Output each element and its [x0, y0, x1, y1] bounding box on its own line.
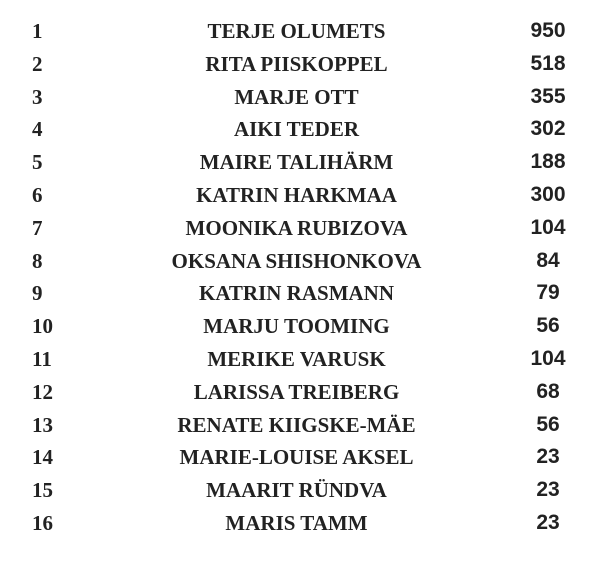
name-cell: MARJE OTT [234, 84, 359, 109]
score-cell: 23 [536, 478, 560, 502]
name-cell: MARIS TAMM [225, 510, 368, 535]
name-cell: MAIRE TALIHÄRM [199, 150, 394, 175]
score-cell: 300 [530, 182, 566, 206]
rank-cell: 6 [32, 182, 43, 207]
name-cell: TERJE OLUMETS [207, 19, 386, 43]
name-cell: MOONIKA RUBIZOVA [185, 215, 408, 240]
rank-cell: 4 [32, 117, 43, 142]
rank-cell: 12 [32, 379, 53, 404]
name-cell: MARIE-LOUISE AKSEL [179, 445, 414, 470]
score-cell: 68 [536, 379, 560, 403]
score-cell: 84 [536, 248, 560, 272]
name-cell: KATRIN HARKMAA [196, 182, 397, 207]
table-row [0, 277, 600, 310]
name-cell: MAARIT RÜNDVA [206, 478, 387, 503]
score-cell: 104 [530, 215, 566, 239]
name-cell: KATRIN RASMANN [198, 281, 395, 306]
rank-cell: 14 [32, 445, 53, 470]
rank-cell: 10 [32, 314, 53, 339]
ranking-table [0, 15, 600, 540]
score-cell: 56 [536, 314, 560, 338]
score-cell: 950 [530, 19, 566, 42]
table-row [0, 474, 600, 507]
table-row [0, 81, 600, 114]
name-cell: AIKI TEDER [233, 117, 360, 142]
table-row [0, 15, 600, 48]
table-row [0, 113, 600, 146]
table-row [0, 376, 600, 409]
rank-cell: 2 [32, 51, 43, 76]
table-row [0, 507, 600, 540]
table-row [0, 48, 600, 81]
rank-cell: 11 [32, 346, 52, 371]
table-row [0, 146, 600, 179]
rank-cell: 9 [32, 281, 43, 306]
rank-cell: 13 [32, 412, 53, 437]
rank-cell: 15 [32, 478, 53, 503]
score-cell: 23 [536, 445, 560, 469]
rank-cell: 1 [32, 19, 43, 43]
table-row [0, 343, 600, 376]
table-row [0, 179, 600, 212]
table-row [0, 441, 600, 474]
table-row [0, 212, 600, 245]
score-cell: 188 [530, 150, 566, 174]
score-cell: 355 [530, 84, 566, 108]
table-row [0, 245, 600, 278]
table-row [0, 310, 600, 343]
rank-cell: 7 [32, 215, 43, 240]
rank-cell: 3 [32, 84, 43, 109]
score-cell: 79 [536, 281, 560, 305]
rank-cell: 16 [32, 510, 53, 535]
name-cell: RITA PIISKOPPEL [205, 51, 388, 76]
rank-cell: 8 [32, 248, 43, 273]
name-cell: RENATE KIIGSKE-MÄE [177, 412, 416, 437]
score-cell: 23 [536, 510, 560, 534]
name-cell: MERIKE VARUSK [207, 346, 386, 371]
name-cell: LARISSA TREIBERG [193, 379, 400, 404]
name-cell: OKSANA SHISHONKOVA [171, 248, 422, 273]
score-cell: 56 [536, 412, 560, 436]
table-row [0, 409, 600, 442]
score-cell: 302 [530, 117, 566, 141]
name-cell: MARJU TOOMING [203, 314, 390, 339]
rank-cell: 5 [32, 150, 43, 175]
score-cell: 104 [530, 346, 566, 370]
score-cell: 518 [530, 51, 566, 75]
